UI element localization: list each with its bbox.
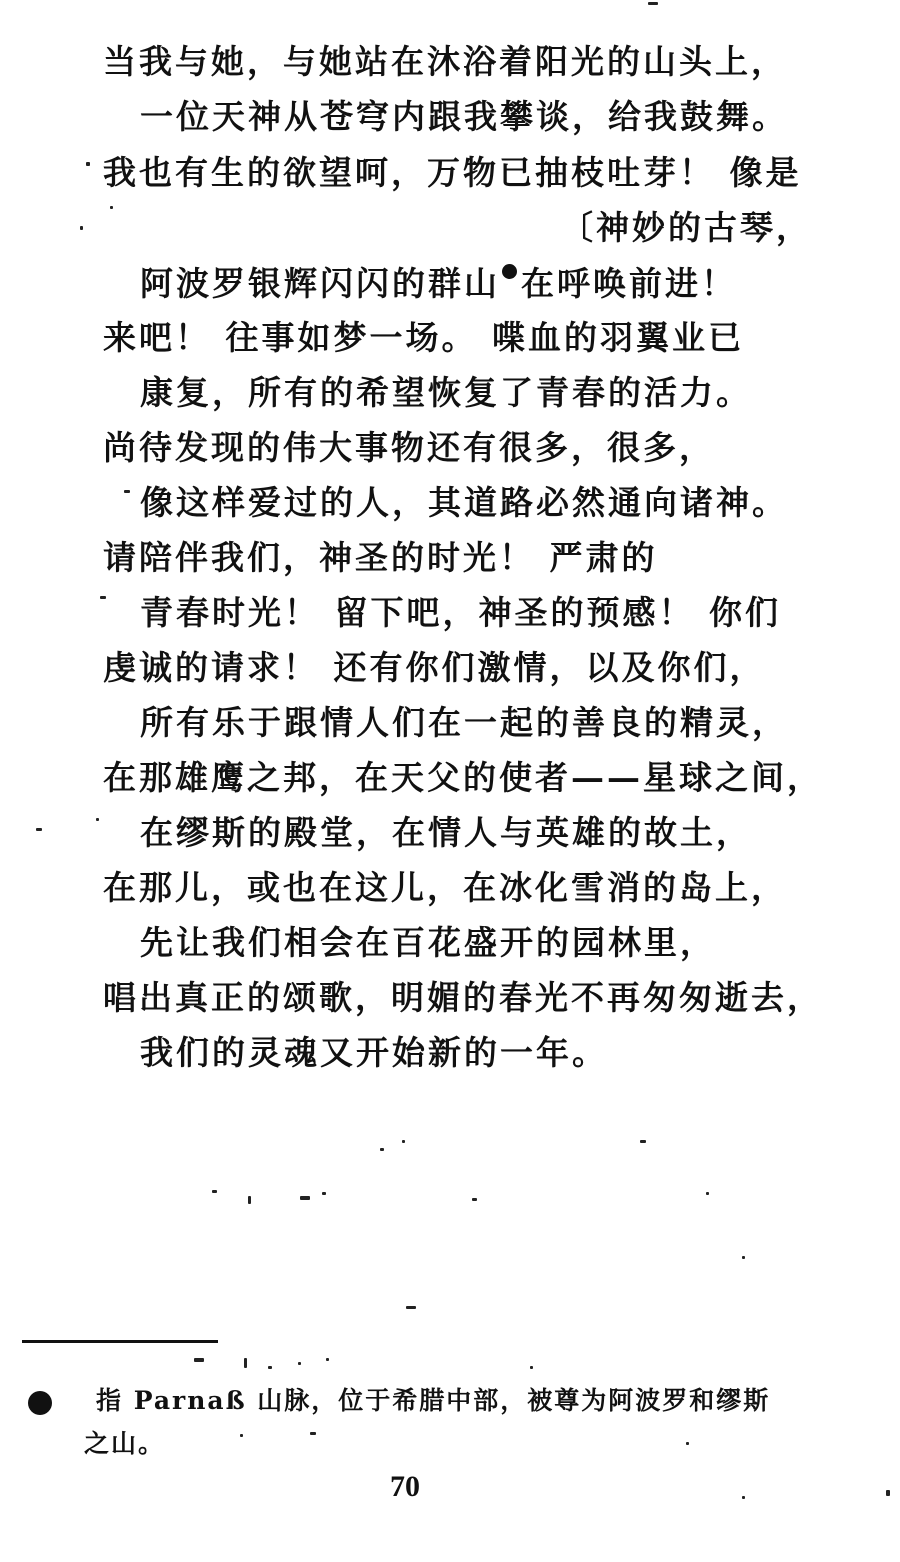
poem-line-5-text-continued: 在呼唤前进！ bbox=[521, 264, 737, 303]
poem-line-7: 康复，所有的希望恢复了青春的活力。 bbox=[140, 373, 752, 412]
scan-speck bbox=[248, 1196, 251, 1204]
poem-line-2: 一位天神从苍穹内跟我攀谈，给我鼓舞。 bbox=[140, 97, 788, 136]
scan-speck bbox=[380, 1148, 384, 1151]
scan-speck bbox=[194, 1358, 204, 1362]
poem-line-19: 我们的灵魂又开始新的一年。 bbox=[140, 1033, 608, 1072]
scan-speck bbox=[706, 1192, 709, 1195]
poem-line-5-text: 阿波罗银辉闪闪的群山 bbox=[140, 264, 500, 303]
poem-line-5 bbox=[140, 264, 737, 304]
scan-speck bbox=[244, 1358, 247, 1368]
scan-speck bbox=[36, 828, 42, 831]
scan-speck bbox=[686, 1442, 689, 1445]
scan-speck bbox=[110, 206, 113, 209]
scan-speck bbox=[124, 490, 130, 493]
scan-speck bbox=[86, 162, 90, 166]
scan-speck bbox=[402, 1140, 405, 1143]
poem-line-15: 在缪斯的殿堂，在情人与英雄的故土， bbox=[140, 813, 752, 852]
scan-speck bbox=[300, 1196, 310, 1200]
scan-speck bbox=[472, 1198, 477, 1201]
scan-speck bbox=[96, 818, 99, 821]
scan-speck bbox=[240, 1434, 243, 1437]
scan-speck bbox=[640, 1140, 646, 1143]
scan-speck bbox=[742, 1256, 745, 1259]
poem-line-3: 我也有生的欲望呵，万物已抽枝吐芽！ 像是 bbox=[103, 153, 802, 192]
scan-speck bbox=[648, 2, 658, 5]
poem-line-12: 虔诚的请求！ 还有你们激情，以及你们， bbox=[103, 648, 766, 687]
scan-speck bbox=[212, 1190, 217, 1193]
poem-line-16: 在那儿，或也在这儿，在冰化雪消的岛上， bbox=[103, 868, 787, 907]
poem-line-4: 〔神妙的古琴， bbox=[560, 208, 812, 247]
scan-speck bbox=[268, 1366, 272, 1369]
poem-line-14: 在那雄鹰之邦，在天父的使者——星球之间， bbox=[103, 758, 823, 797]
poem-line-18: 唱出真正的颂歌，明媚的春光不再匆匆逝去， bbox=[103, 978, 823, 1017]
footnote-bullet-icon bbox=[28, 1391, 52, 1415]
footnote-divider bbox=[22, 1340, 218, 1343]
footnote-marker-icon bbox=[502, 264, 517, 279]
scan-speck bbox=[886, 1490, 890, 1496]
poem-line-17: 先让我们相会在百花盛开的园林里， bbox=[140, 923, 716, 962]
poem-line-1: 当我与她，与她站在沐浴着阳光的山头上， bbox=[103, 42, 787, 81]
scan-speck bbox=[80, 226, 83, 230]
page-number: 70 bbox=[390, 1470, 420, 1503]
scan-speck bbox=[100, 596, 106, 599]
poem-line-10: 请陪伴我们，神圣的时光！ 严肃的 bbox=[103, 538, 658, 577]
scan-speck bbox=[530, 1366, 533, 1369]
poem-line-11: 青春时光！ 留下吧，神圣的预感！ 你们 bbox=[140, 593, 781, 632]
scan-speck bbox=[406, 1306, 416, 1309]
scan-speck bbox=[298, 1362, 301, 1365]
poem-line-6: 来吧！ 往事如梦一场。 喋血的羽翼业已 bbox=[103, 318, 744, 357]
scan-speck bbox=[310, 1432, 316, 1435]
scan-speck bbox=[322, 1192, 326, 1195]
poem-line-8: 尚待发现的伟大事物还有很多，很多， bbox=[103, 428, 715, 467]
footnote-line-2: 之山。 bbox=[84, 1429, 166, 1458]
poem-line-13: 所有乐于跟情人们在一起的善良的精灵， bbox=[140, 703, 788, 742]
footnote-line-1: 指 Parnaß 山脉，位于希腊中部，被尊为阿波罗和缪斯 bbox=[96, 1386, 771, 1415]
poem-line-9: 像这样爱过的人，其道路必然通向诸神。 bbox=[140, 483, 788, 522]
scan-speck bbox=[742, 1496, 745, 1499]
scan-speck bbox=[326, 1358, 329, 1361]
